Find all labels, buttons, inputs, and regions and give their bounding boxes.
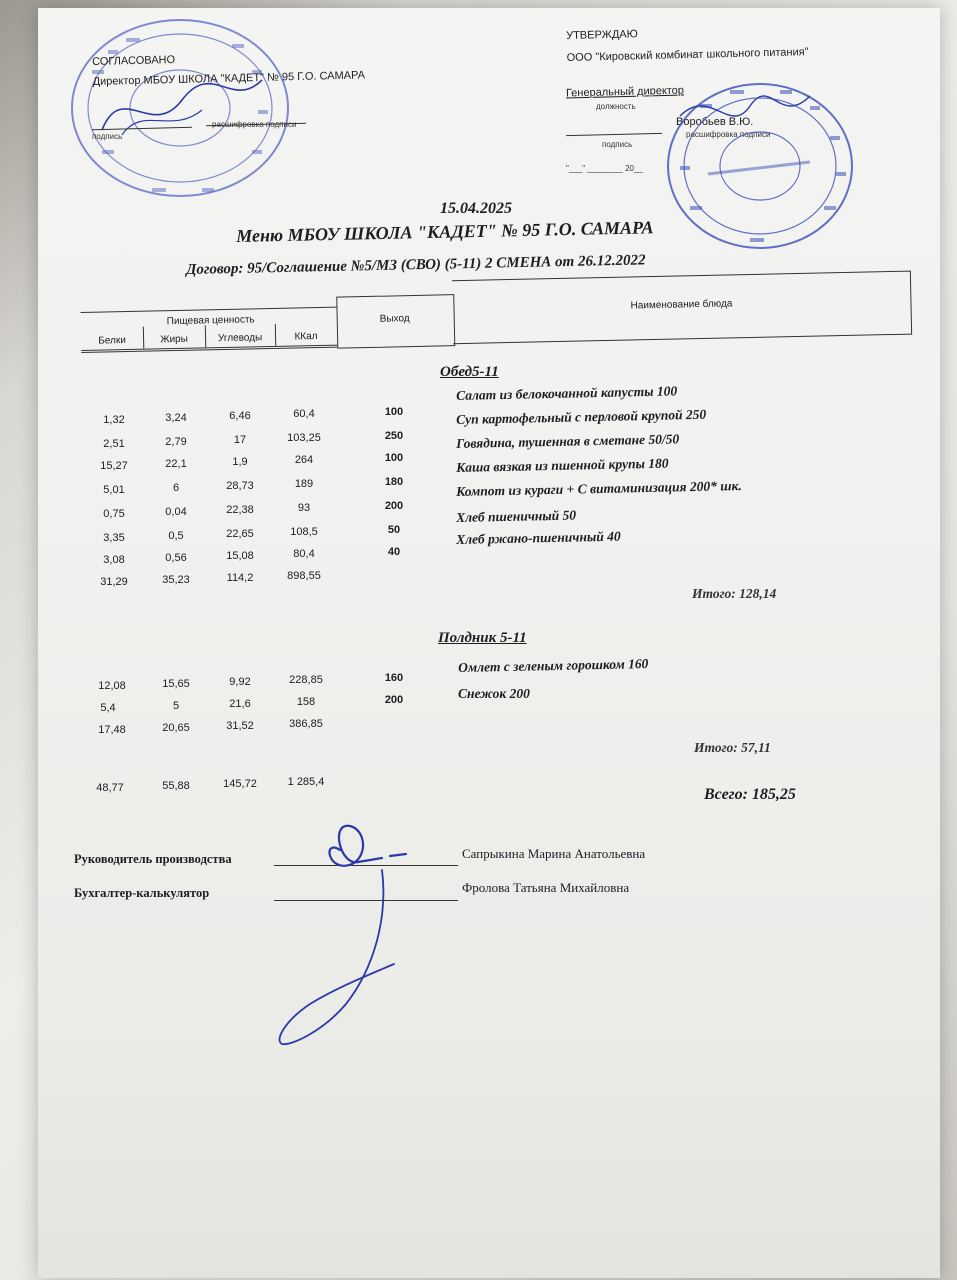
row-fat: 0,5 <box>168 530 184 542</box>
row-output: 50 <box>387 524 401 536</box>
row-fat: 6 <box>172 482 180 494</box>
row-carbs: 22,38 <box>226 504 254 516</box>
row-output: 100 <box>384 406 404 418</box>
row-carbs: 1,9 <box>232 456 248 468</box>
row-protein: 1,32 <box>103 414 125 426</box>
row-dish: Омлет с зеленым горошком 160 <box>458 656 649 675</box>
row-output: 40 <box>387 546 401 558</box>
company-stamp <box>660 76 860 256</box>
row-fat: 0,04 <box>165 506 187 518</box>
section-title-lunch: Обед5-11 <box>440 364 499 380</box>
row-protein: 12,08 <box>98 680 126 692</box>
row-dish: Салат из белокочанной капусты 100 <box>456 383 678 403</box>
row-fat: 15,65 <box>162 678 190 690</box>
row-kcal: 264 <box>294 454 314 466</box>
header-carbs: Углеводы <box>217 332 263 345</box>
row-carbs: 9,92 <box>229 676 251 688</box>
vsego-total: Всего: 185,25 <box>704 786 796 803</box>
total-fat: 35,23 <box>162 574 190 586</box>
row-kcal: 108,5 <box>290 526 318 538</box>
row-kcal: 189 <box>294 478 314 490</box>
row-carbs: 17 <box>233 434 247 446</box>
total-kcal: 386,85 <box>289 718 323 730</box>
total-fat: 20,65 <box>162 722 190 734</box>
row-kcal: 158 <box>296 696 316 708</box>
row-carbs: 28,73 <box>226 480 254 492</box>
org-name: ООО "Кировский комбинат школьного питания" <box>566 46 809 64</box>
row-dish: Говядина, тушенная в сметане 50/50 <box>456 431 680 451</box>
school-stamp <box>62 10 302 205</box>
header-kcal: ККал <box>294 331 318 343</box>
header-dish-name: Наименование блюда <box>630 298 733 312</box>
row-dish: Хлеб пшеничный 50 <box>456 507 577 525</box>
row-protein: 2,51 <box>103 438 125 450</box>
decoding-caption-right: расшифровка подписи <box>686 130 771 139</box>
lunch-itogo: Итого: 128,14 <box>692 586 777 601</box>
handwritten-signature <box>270 808 440 1058</box>
total-protein: 31,29 <box>100 576 128 588</box>
agreed-title: СОГЛАСОВАНО <box>92 53 176 68</box>
snack-itogo: Итого: 57,11 <box>694 740 771 755</box>
menu-date: 15.04.2025 <box>440 200 512 217</box>
signature-label-production: Руководитель производства <box>74 852 232 866</box>
row-dish: Суп картофельный с перловой крупой 250 <box>456 406 707 427</box>
menu-title: Меню МБОУ ШКОЛА "КАДЕТ" № 95 Г.О. САМАРА <box>236 217 654 246</box>
row-protein: 0,75 <box>103 508 125 520</box>
signature-name-production: Сапрыкина Марина Анатольевна <box>462 846 646 861</box>
position-caption: должность <box>596 102 636 111</box>
row-carbs: 15,08 <box>226 550 254 562</box>
row-fat: 3,24 <box>165 412 187 424</box>
row-dish: Хлеб ржано-пшеничный 40 <box>456 528 621 547</box>
signature-caption-left: подпись <box>92 132 123 141</box>
gen-director-position: Генеральный директор <box>565 84 685 100</box>
date-line: "___" ________ 20__ <box>566 164 643 173</box>
row-carbs: 22,65 <box>226 528 254 540</box>
row-carbs: 6,46 <box>229 410 251 422</box>
row-protein: 5,4 <box>100 702 116 714</box>
total-carbs: 31,52 <box>226 720 254 732</box>
total-carbs: 114,2 <box>226 572 254 584</box>
row-output: 180 <box>384 476 404 488</box>
row-protein: 3,08 <box>103 554 125 566</box>
grand-fat: 55,88 <box>162 780 190 792</box>
row-output: 200 <box>384 694 404 706</box>
header-nutrition: Пищевая ценность <box>166 314 255 328</box>
row-fat: 0,56 <box>165 552 187 564</box>
row-fat: 22,1 <box>165 458 187 470</box>
approved-title: УТВЕРЖДАЮ <box>566 28 638 42</box>
director-line: Директор МБОУ ШКОЛА "КАДЕТ" № 95 Г.О. САМАРА <box>92 69 366 88</box>
row-kcal: 60,4 <box>293 408 315 420</box>
row-carbs: 21,6 <box>229 698 251 710</box>
signature-name-accountant: Фролова Татьяна Михайловна <box>462 880 630 895</box>
row-fat: 2,79 <box>165 436 187 448</box>
row-kcal: 103,25 <box>287 432 321 444</box>
row-kcal: 228,85 <box>289 674 323 686</box>
section-title-snack: Полдник 5-11 <box>438 630 527 646</box>
header-protein: Белки <box>98 335 127 347</box>
row-fat: 5 <box>172 700 180 712</box>
row-output: 160 <box>384 672 404 684</box>
header-fat: Жиры <box>160 333 188 346</box>
decoding-caption-left: расшифровка подписи <box>212 120 297 129</box>
grand-kcal: 1 285,4 <box>287 776 325 788</box>
row-output: 200 <box>384 500 404 512</box>
row-protein: 5,01 <box>103 484 125 496</box>
row-dish: Каша вязкая из пшенной крупы 180 <box>456 455 669 475</box>
row-kcal: 80,4 <box>293 548 315 560</box>
row-output: 250 <box>384 430 404 442</box>
grand-carbs: 145,72 <box>223 778 257 790</box>
total-kcal: 898,55 <box>287 570 321 582</box>
row-dish: Компот из кураги + С витаминизация 200* шк. <box>456 478 742 499</box>
contract-line: Договор: 95/Соглашение №5/МЗ (СВО) (5-11) 2 СМЕНА от 26.12.2022 <box>186 252 646 278</box>
row-output: 100 <box>384 452 404 464</box>
signature-label-accountant: Бухгалтер-калькулятор <box>74 886 210 900</box>
grand-protein: 48,77 <box>96 782 124 794</box>
header-output: Выход <box>379 313 410 325</box>
row-kcal: 93 <box>297 502 311 514</box>
row-dish: Снежок 200 <box>458 686 530 701</box>
director-name: Воробьев В.Ю. <box>676 116 754 128</box>
signature-caption-right: подпись <box>602 140 633 149</box>
row-protein: 3,35 <box>103 532 125 544</box>
row-protein: 15,27 <box>100 460 128 472</box>
total-protein: 17,48 <box>98 724 126 736</box>
